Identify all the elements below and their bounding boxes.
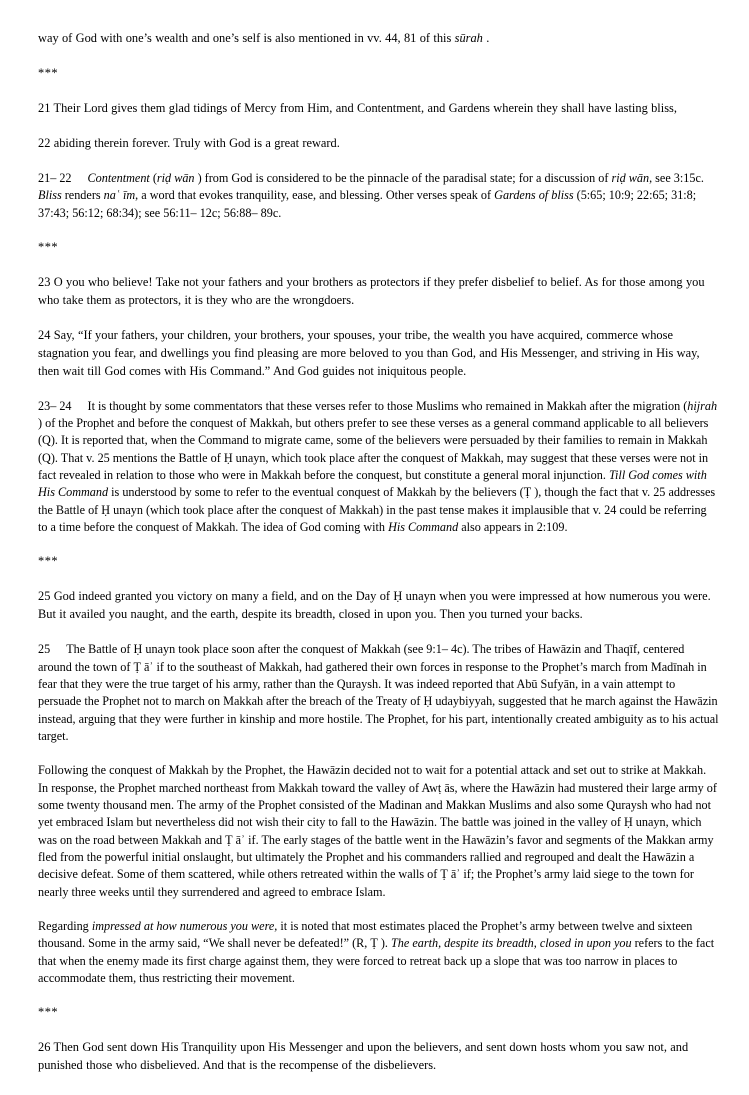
italic-term: Contentment bbox=[87, 170, 150, 185]
text-run: way of God with one’s wealth and one’s self is also mentioned in vv. 44, 81 of this bbox=[38, 31, 455, 45]
text-run: . bbox=[482, 31, 490, 45]
verse-paragraph bbox=[38, 327, 719, 381]
text-run: *** bbox=[38, 1005, 59, 1020]
verse-paragraph bbox=[38, 588, 719, 624]
section-separator bbox=[38, 239, 719, 257]
text-run: *** bbox=[38, 554, 59, 569]
text-run: 26 Then God sent down His Tranquility upon His Messenger and upon the believers, and sent down hosts whom you saw not, and punished those who disbelieved. And that is the recompense of the disbelievers. bbox=[38, 1040, 689, 1073]
text-run: Following the conquest of Makkah by the Prophet, the Hawāzin decided not to wait for a potential attack and set out to strike at Makkah. In response, the Prophet marched northeast from Makkah toward the valley of Awṭ ās, where the Hawāzin had mustered their large army of some twenty thousand men. The army of the Prophet consisted of the Madinan and Makkan Muslims and also some Quraysh who had not yet embraced Islam but nevertheless did not wish their city to fall to the Hawāzin. The battle was joined in the valley of Ḥ unayn, which was on the road between Makkah and Ṭ āʾ if. The early stages of the battle went in the Hawāzin’s favor and segments of the Makkan army fled from the powerful initial onslaught, but ultimately the Prophet and his commanders rallied and regrouped and dealt the Hawāzin a decisive defeat. Some of them scattered, while others retreated within the walls of Ṭ āʾ if; the Prophet’s army laid siege to the town for nearly three weeks until they surrendered and agreed to embrace Islam. bbox=[38, 763, 717, 899]
verse-paragraph bbox=[38, 30, 719, 48]
italic-term: riḍ wān bbox=[611, 170, 650, 185]
verse-paragraph bbox=[38, 100, 719, 118]
text-run: ) from God is considered to be the pinnacle of the paradisal state; for a discussion of bbox=[194, 170, 612, 185]
italic-term: Bliss bbox=[38, 188, 62, 203]
verse-reference: 25 bbox=[38, 642, 51, 657]
italic-term: naʿ īm bbox=[103, 188, 136, 203]
text-run: *** bbox=[38, 65, 59, 80]
italic-term: Gardens of bliss bbox=[494, 188, 574, 203]
verse-reference: 21– 22 bbox=[38, 170, 72, 185]
verse-paragraph bbox=[38, 135, 719, 153]
text-run: it is noted that most estimates placed the Prophet’s army between twelve and sixteen thousand. Some in the army said, “We shall never be defeated!” (R, Ṭ ). bbox=[38, 919, 693, 951]
italic-term: His Command bbox=[388, 520, 459, 535]
text-run: 21 Their Lord gives them glad tidings of Mercy from Him, and Contentment, and Gardens wherein they shall have lasting bliss, bbox=[38, 100, 677, 115]
section-separator bbox=[38, 65, 719, 83]
text-run: 24 Say, “If your fathers, your children, your brothers, your spouses, your tribe, the wealth you have acquired, commerce whose stagnation you fear, and dwellings you find pleasing are more beloved to you than God, and His Messenger, and striving in His way, then wait till God comes with His Command.” And God guides not iniquitous people. bbox=[38, 327, 700, 378]
commentary-paragraph bbox=[38, 762, 719, 901]
italic-term: Till God comes with His Command bbox=[38, 468, 707, 500]
document-body bbox=[38, 30, 719, 1075]
text-run: *** bbox=[38, 239, 59, 254]
text-run: renders bbox=[61, 188, 104, 203]
text-run: ( bbox=[149, 170, 157, 185]
text-run: also appears in 2:109. bbox=[458, 520, 568, 535]
italic-term: impressed at how numerous you were, bbox=[91, 919, 278, 933]
verse-paragraph bbox=[38, 1039, 719, 1075]
text-run: , see 3:15c. bbox=[649, 170, 704, 185]
commentary-paragraph bbox=[38, 641, 719, 745]
text-run: ) of the Prophet and before the conquest of Makkah, but others prefer to see these verses as a general command applicable to all believers (Q). It is reported that, when the Command to migrate came, some of the believers were persuaded by their families to remain in Makkah (Q). That v. 25 mentions the Battle of Ḥ unayn, which took place after the conquest of Makkah, may suggest that these verses were not in fact revealed in relation to those who were in Makkah before the conquest, but constitute a general moral injunction. bbox=[38, 416, 709, 483]
text-run: , a word that evokes tranquility, ease, and blessing. Other verses speak of bbox=[135, 188, 495, 203]
section-separator bbox=[38, 553, 719, 571]
section-separator bbox=[38, 1004, 719, 1022]
italic-term: riḍ wān bbox=[156, 170, 195, 185]
commentary-paragraph bbox=[38, 918, 719, 987]
italic-term: sūrah bbox=[454, 31, 483, 45]
text-run: (5:65; 10:9; 22:65; 31:8; 37:43; 56:12; 68:34); see 56:11– 12c; 56:88– 89c. bbox=[38, 188, 697, 220]
text-run: is understood by some to refer to the eventual conquest of Makkah by the believers (Ṭ ), though the fact that v. 25 addresses the Battle of Ḥ unayn (which took place after the conquest of Makkah) in the past tense makes it implausible that v. 24 could be referring to a time before the conquest of Makkah. The idea of God coming with bbox=[38, 485, 716, 535]
text-run: It is thought by some commentators that these verses refer to those Muslims who remained in Makkah after the migration ( bbox=[87, 398, 688, 413]
italic-term: hijrah bbox=[687, 398, 718, 413]
text-run: 23 O you who believe! Take not your fathers and your brothers as protectors if they prefer disbelief to belief. As for those among you who take them as protectors, it is they who are the wrongdoers. bbox=[38, 274, 705, 307]
text-run: refers to the fact that when the enemy made its first charge against them, they were forced to retreat back up a slope that was too narrow in places to accommodate them, thus restricting their movement. bbox=[38, 936, 715, 985]
italic-term: The earth, despite its breadth, closed in upon you bbox=[391, 936, 632, 951]
commentary-paragraph bbox=[38, 398, 719, 537]
text-run: 25 God indeed granted you victory on many a field, and on the Day of Ḥ unayn when you were impressed at how numerous you were. But it availed you naught, and the earth, despite its breadth, closed in upon you. Then you turned your backs. bbox=[38, 589, 711, 622]
verse-paragraph bbox=[38, 274, 719, 310]
text-run: 22 abiding therein forever. Truly with God is a great reward. bbox=[38, 135, 340, 150]
verse-reference: 23– 24 bbox=[38, 398, 72, 413]
text-run: The Battle of Ḥ unayn took place soon after the conquest of Makkah (see 9:1– 4c). The tribes of Hawāzin and Thaqīf, centered around the town of Ṭ āʾ if to the southeast of Makkah, had gathered their own forces in response to the Prophet’s march from Madīnah in fear that they were the true target of his army, rather than the Quraysh. It was indeed reported that Abū Sufyān, in a vain attempt to persuade the Prophet not to march on Makkah after the breach of the Treaty of Ḥ udaybiyyah, suggested that he march against the Hawāzin instead, arguing that they were further in kinship and more hostile. The Prophet, for his part, intentionally created ambiguity as to his actual target. bbox=[38, 642, 719, 744]
commentary-paragraph bbox=[38, 170, 719, 222]
text-run: Regarding bbox=[38, 919, 92, 933]
